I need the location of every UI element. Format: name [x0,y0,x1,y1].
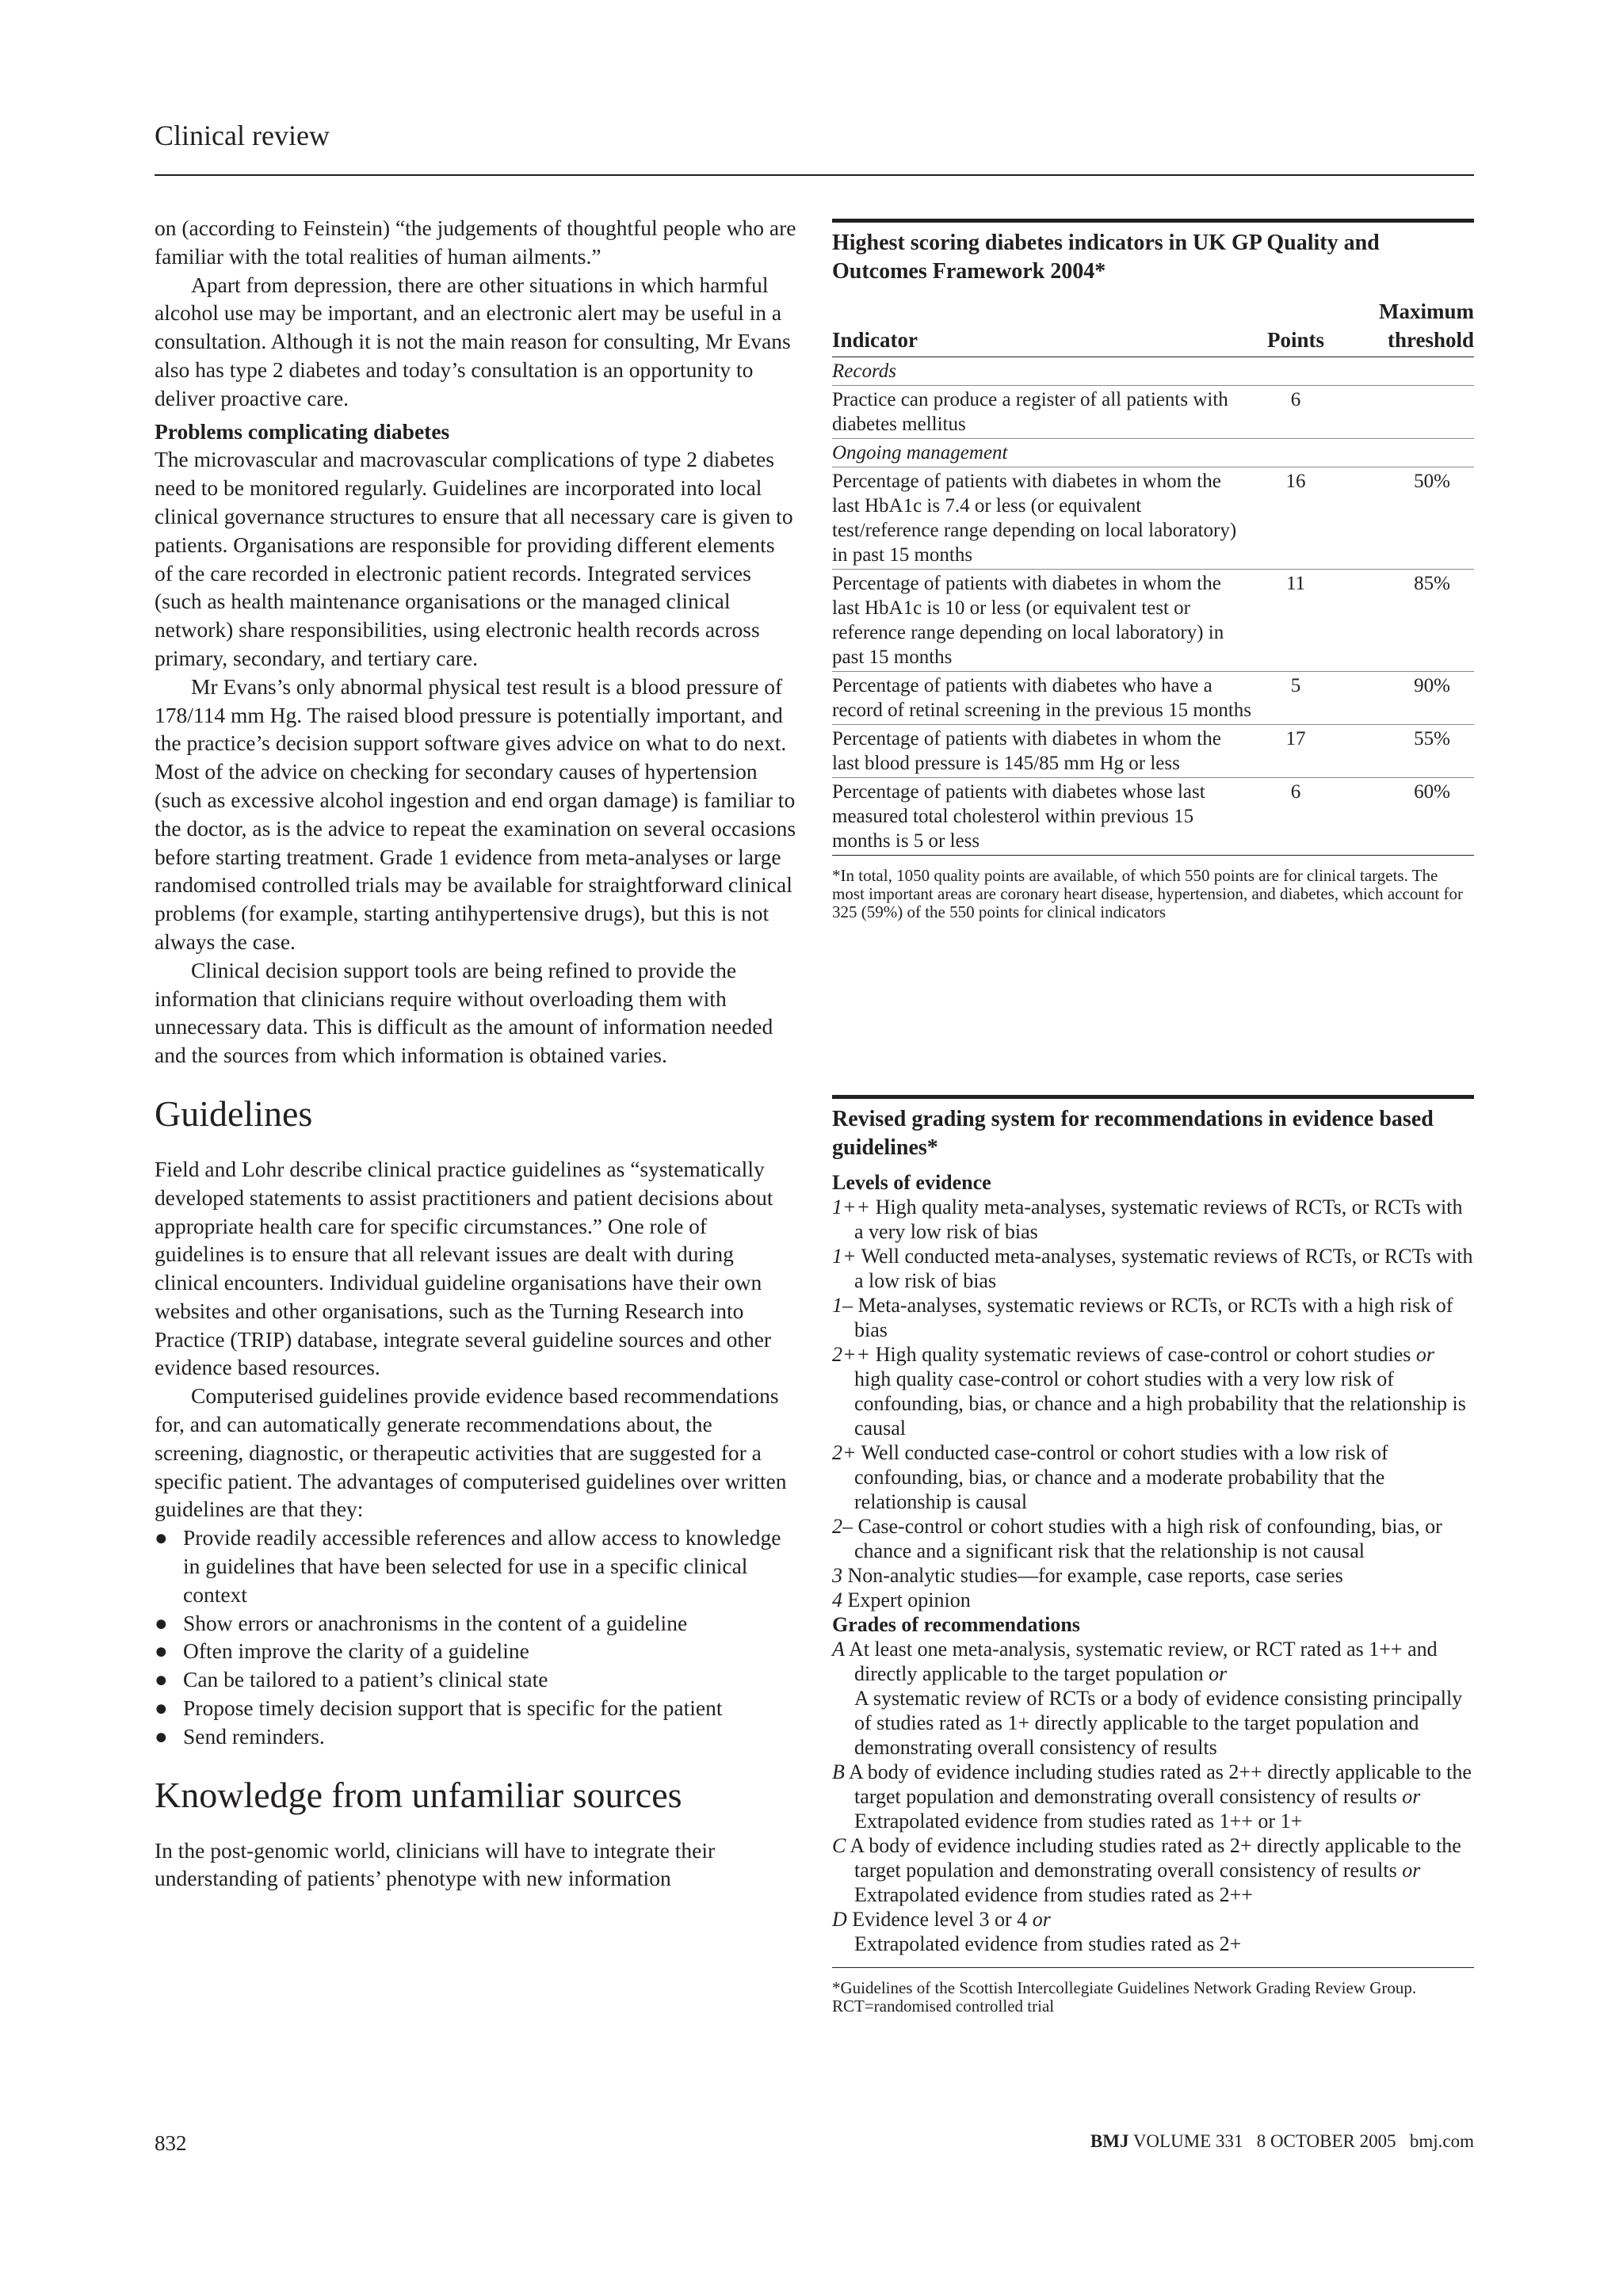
level-text: High quality systematic reviews of case-control or cohort studies [870,1343,1416,1366]
grade-item [832,1637,1474,1686]
list-item-text: Provide readily accessible references and allow access to knowledge in guidelines that have been selected for use in a specific clinical context [183,1525,781,1607]
level-code: 1+ [832,1245,857,1268]
section-label-records: Records [832,357,1474,386]
grading-content [832,1170,1474,1968]
journal-name: BMJ [1090,2131,1129,2151]
indicator-cell: Percentage of patients with diabetes in whom the last blood pressure is 145/85 mm Hg or less [832,725,1252,778]
level-code: 2++ [832,1343,871,1366]
level-code: 4 [832,1589,842,1611]
evidence-level-item [832,1514,1474,1563]
bullet-icon: ● [155,1695,168,1721]
grade-code: B [832,1760,845,1783]
paragraph: In the post-genomic world, clinicians will have to integrate their understanding of patients’ phenotype with new information [155,1837,716,1891]
indicator-cell: Practice can produce a register of all patients with diabetes mellitus [832,386,1252,439]
grade-text: At least one meta-analysis, systematic review, or RCT rated as 1++ and directly applicable to the target population [844,1638,1438,1685]
list-item [155,1722,798,1751]
paragraph: Clinical decision support tools are being refined to provide the information that clinicians require without overloading them with unnecessary data. This is difficult as the amount of information needed and the sources from which information is obtained varies. [155,957,773,1068]
running-head: Clinical review [155,120,330,151]
heading-guidelines: Guidelines [155,1093,313,1134]
grades-of-recommendations-heading: Grades of recommendations [832,1613,1080,1636]
level-text: Expert opinion [842,1589,971,1611]
box-footnote: *Guidelines of the Scottish Intercollegiate Guidelines Network Grading Review Group. RCT=randomised controlled trial [832,1978,1417,2016]
paragraph: Computerised guidelines provide evidence based recommendations for, and can automatically generate recommendations about, the screening, diagnostic, or therapeutic activities that are suggested for a specific patient. The advantages of computerised guidelines over written guidelines are that they: [155,1383,787,1522]
table-row [832,778,1474,856]
heading-knowledge-from-unfamiliar-sources: Knowledge from unfamiliar sources [155,1774,682,1815]
levels-of-evidence-heading: Levels of evidence [832,1171,991,1194]
level-text: Well conducted case-control or cohort studies with a low risk of confounding, bias, or chance and a moderate probability that the relationship is causal [854,1441,1388,1513]
box-title: Highest scoring diabetes indicators in UK GP Quality and Outcomes Framework 2004* [832,231,1380,284]
subheading-problems-complicating-diabetes: Problems complicating diabetes [155,418,450,444]
grade-code: D [832,1908,847,1931]
left-column [155,214,798,1893]
or-word: or [1402,1785,1421,1808]
evidence-level-item [832,1244,1474,1293]
box-title: Revised grading system for recommendations in evidence based guidelines* [832,1107,1434,1160]
table-section-row [832,439,1474,467]
threshold-cell: 60% [1339,778,1474,856]
list-item-text: Send reminders. [183,1723,325,1749]
grade-code: A [832,1638,845,1661]
list-item-text: Can be tailored to a patient’s clinical state [183,1667,548,1692]
evidence-level-item [832,1588,1474,1612]
grade-text: A body of evidence including studies rated as 2+ directly applicable to the target population and demonstrating overall consistency of results [846,1834,1461,1882]
list-item [155,1637,798,1665]
threshold-cell: 85% [1339,570,1474,672]
table-row [832,467,1474,570]
level-code: 3 [832,1564,842,1587]
evidence-level-item [832,1293,1474,1342]
header-rule [155,174,1474,176]
points-cell: 11 [1252,570,1339,672]
grade-continuation: Extrapolated evidence from studies rated as 1++ or 1+ [854,1810,1303,1833]
grade-continuation: A systematic review of RCTs or a body of evidence consisting principally of studies rated as 1+ directly applicable to the target population and demonstrating overall consistency of results [854,1687,1463,1759]
evidence-level-item [832,1563,1474,1588]
list-item [155,1524,798,1608]
evidence-level-item [832,1440,1474,1514]
points-cell: 6 [1252,386,1339,439]
level-code: 2+ [832,1441,857,1464]
points-cell: 16 [1252,467,1339,570]
indicator-cell: Percentage of patients with diabetes in whom the last HbA1c is 10 or less (or equivalent test or reference range depending on local laboratory) in past 15 months [832,570,1252,672]
grade-continuation: Extrapolated evidence from studies rated as 2+ [854,1932,1242,1955]
page-number: 832 [155,2131,187,2155]
table-row [832,672,1474,725]
or-word: or [1402,1859,1421,1882]
box-top-rule [832,1095,1474,1099]
threshold-cell [1339,386,1474,439]
level-code: 1– [832,1294,853,1317]
grade-text: A body of evidence including studies rated as 2++ directly applicable to the target population and demonstrating overall consistency of results [844,1760,1472,1808]
list-item-text: Often improve the clarity of a guideline [183,1638,529,1664]
bullet-icon: ● [155,1667,168,1692]
indicator-cell: Percentage of patients with diabetes whose last measured total cholesterol within previous 15 months is 5 or less [832,778,1252,856]
grading-system-box [832,1095,1474,2016]
or-word: or [1032,1908,1051,1931]
table-row [832,570,1474,672]
grade-item [832,1760,1474,1809]
paragraph: The microvascular and macrovascular complications of type 2 diabetes need to be monitored regularly. Guidelines are incorporated into local clinical governance structures to ensure that all necessary care is given to patients. Organisations are responsible for providing different elements of the care recorded in electronic patient records. Integrated services (such as health maintenance organisations or the managed clinical network) share responsibilities, using electronic health records across primary, secondary, and tertiary care. [155,447,793,670]
threshold-cell: 50% [1339,467,1474,570]
paragraph: Field and Lohr describe clinical practice guidelines as “systematically developed statements to assist practitioners and patient decisions about appropriate health care for specific circumstances.” One role of guidelines is to ensure that all relevant issues are dealt with during clinical encounters. Individual guideline organisations have their own websites and other organisations, such as the Turning Research into Practice (TRIP) database, integrate several guideline sources and other evidence based resources. [155,1156,773,1380]
level-text: High quality meta-analyses, systematic reviews of RCTs, or RCTs with a very low risk of bias [854,1196,1463,1243]
grade-item [832,1833,1474,1882]
threshold-cell: 55% [1339,725,1474,778]
column-header-points: Points [1252,297,1339,357]
qof-table [832,297,1474,856]
box-top-rule [832,219,1474,223]
points-cell: 17 [1252,725,1339,778]
journal-issue: VOLUME 331 8 OCTOBER 2005 bmj.com [1132,2131,1474,2151]
paragraph: Mr Evans’s only abnormal physical test result is a blood pressure of 178/114 mm Hg. The raised blood pressure is potentially important, and the practice’s decision support software gives advice on what to do next. Most of the advice on checking for secondary causes of hypertension (such as excessive alcohol ingestion and end organ damage) is familiar to the doctor, as is the advice to repeat the examination on several occasions before starting treatment. Grade 1 evidence from meta-analyses or large randomised controlled trials may be available for straightforward clinical problems (for example, starting antihypertensive drugs), but this is not always the case. [155,673,796,954]
indicator-cell: Percentage of patients with diabetes who have a record of retinal screening in the previous 15 months [832,672,1252,725]
grade-continuation: Extrapolated evidence from studies rated as 2++ [854,1883,1253,1906]
level-code: 2– [832,1515,853,1538]
threshold-cell: 90% [1339,672,1474,725]
table-row [832,386,1474,439]
points-cell: 5 [1252,672,1339,725]
list-item [155,1694,798,1722]
table-section-row [832,357,1474,386]
grade-text: Evidence level 3 or 4 [846,1908,1033,1931]
journal-footer [1090,2131,1474,2152]
list-item [155,1665,798,1694]
level-text: high quality case-control or cohort studies with a very low risk of confounding, bias, or chance and a high probability that the relationship is causal [854,1367,1466,1440]
section-label-ongoing-management: Ongoing management [832,439,1474,467]
table-row [832,725,1474,778]
evidence-level-item [832,1342,1474,1440]
bullet-icon: ● [155,1610,168,1635]
or-word: or [1415,1343,1435,1366]
column-header-maximum-threshold: Maximum threshold [1339,297,1474,357]
paragraph: Apart from depression, there are other situations in which harmful alcohol use may be important, and an electronic alert may be useful in a consultation. Although it is not the main reason for consulting, Mr Evans also has type 2 diabetes and today’s consultation is an opportunity to deliver proactive care. [155,272,791,410]
level-text: Non-analytic studies—for example, case reports, case series [842,1564,1343,1587]
level-text: Meta-analyses, systematic reviews or RCTs, or RCTs with a high risk of bias [853,1294,1453,1341]
qof-indicators-box [832,219,1474,921]
advantages-list [155,1524,798,1750]
grade-code: C [832,1834,846,1857]
or-word: or [1209,1662,1228,1685]
level-text: Well conducted meta-analyses, systematic reviews of RCTs, or RCTs with a low risk of bias [854,1245,1473,1292]
bullet-icon: ● [155,1525,168,1550]
table-footnote: *In total, 1050 quality points are available, of which 550 points are for clinical targets. The most important areas are coronary heart disease, hypertension, and diabetes, which account for 325 (59%) of the 550 points for clinical indicators [832,866,1463,921]
bullet-icon: ● [155,1723,168,1749]
bullet-icon: ● [155,1638,168,1664]
list-item-text: Show errors or anachronisms in the content of a guideline [183,1610,688,1635]
evidence-level-item [832,1195,1474,1244]
box-bottom-rule [832,1967,1474,1968]
level-text: Case-control or cohort studies with a high risk of confounding, bias, or chance and a significant risk that the relationship is not causal [853,1515,1442,1562]
indicator-cell: Percentage of patients with diabetes in whom the last HbA1c is 7.4 or less (or equivalent test/reference range depending on local laboratory) in past 15 months [832,467,1252,570]
grade-item [832,1907,1474,1932]
list-item-text: Propose timely decision support that is specific for the patient [183,1695,723,1721]
table-header-row [832,297,1474,357]
level-code: 1++ [832,1196,871,1219]
paragraph: on (according to Feinstein) “the judgements of thoughtful people who are familiar with the total realities of human ailments.” [155,215,796,269]
points-cell: 6 [1252,778,1339,856]
column-header-indicator: Indicator [832,297,1252,357]
list-item [155,1609,798,1638]
